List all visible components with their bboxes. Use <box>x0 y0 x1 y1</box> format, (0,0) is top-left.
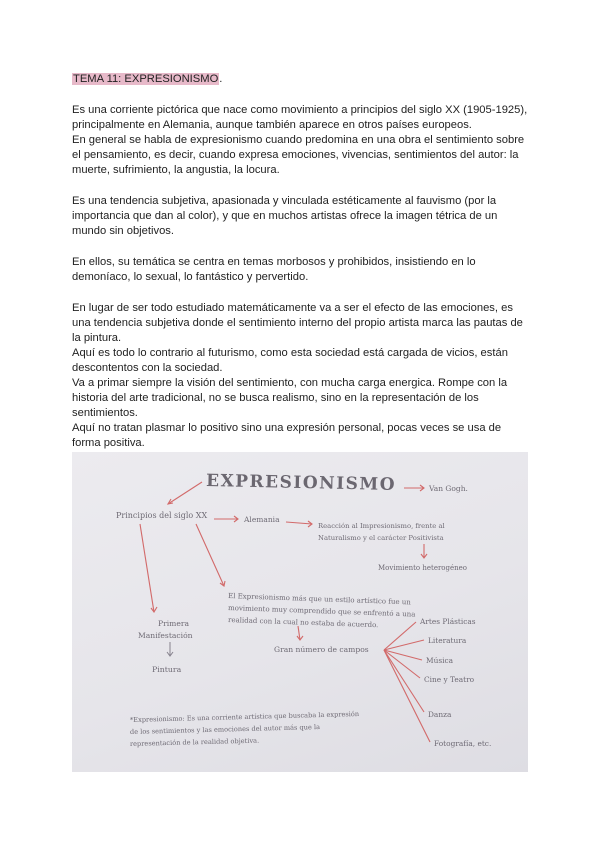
paragraph: Es una corriente pictórica que nace como movimiento a principios del siglo XX (1905-1925), principalmente en Alemania, aunque también aparece en otros países europeos. <box>72 104 528 131</box>
paragraph: Aquí no tratan plasmar lo positivo sino una expresión personal, pocas veces se usa de forma positiva. <box>72 422 502 449</box>
campo-item: Música <box>426 656 454 665</box>
alemania-label: Alemania <box>244 515 280 524</box>
campo-item: Danza <box>428 710 452 719</box>
primera-line-1: Primera <box>158 619 190 628</box>
primera-line-2: Manifestación <box>138 631 193 640</box>
arrow-principios-primera <box>140 524 154 612</box>
movimiento-label: Movimiento heterogéneo <box>378 564 468 572</box>
nota-line-3: representación de la realidad objetiva. <box>129 736 260 748</box>
estilo-line-1: El Expresionismo más que un estilo artístico fue un <box>227 592 411 607</box>
section-title <box>72 72 532 87</box>
paragraph: En lugar de ser todo estudiado matemáticamente va a ser el efecto de las emociones, es una tendencia subjetiva donde el sentimiento interno del propio artista marca las pautas de la pintura. <box>72 302 523 344</box>
concept-map <box>72 452 528 772</box>
arrow-title-principios <box>168 482 202 504</box>
nota-line-1: *Expresionismo: Es una corriente artística que buscaba la expresión <box>129 710 360 724</box>
paragraph: Va a primar siempre la visión del sentimiento, con mucha carga energica. Rompe con la historia del arte tradicional, no se busca realismo, sino en la representación de los sentimientos. <box>72 377 508 419</box>
campo-item: Literatura <box>428 636 467 645</box>
reaccion-line-2: Naturalismo y el carácter Positivista <box>318 534 444 542</box>
campo-item: Fotografía, etc. <box>434 739 492 748</box>
estilo-line-2: movimiento muy comprendido que se enfrentó a una <box>227 604 416 619</box>
nota-line-2: de los sentimientos y las emociones del autor más que la <box>129 723 321 736</box>
text-column <box>72 72 532 467</box>
section-title-suffix: . <box>219 73 223 85</box>
diagram-title: EXPRESIONISMO <box>205 471 397 495</box>
campo-item: Artes Plásticas <box>420 617 476 626</box>
gran-numero-label: Gran número de campos <box>274 645 369 654</box>
reaccion-line-1: Reacción al Impresionismo, frente al <box>318 522 445 530</box>
paragraph: En general se habla de expresionismo cuando predomina en una obra el sentimiento sobre el pensamiento, es decir, cuando expresa emociones, vivencias, sentimientos del autor: la muerte, sufrimiento, la angustia, la locura. <box>72 134 525 176</box>
van-gogh-label: Van Gogh. <box>429 484 468 493</box>
paragraph-group-2 <box>72 194 532 239</box>
pintura-label: Pintura <box>152 665 182 674</box>
paragraph-group-1 <box>72 103 532 178</box>
paragraph: En ellos, su temática se centra en temas morbosos y prohibidos, insistiendo en lo demoníaco, lo sexual, lo fantástico y pervertido. <box>72 256 476 283</box>
paragraph-group-4 <box>72 301 532 451</box>
arrow-principios-estilo <box>196 524 224 586</box>
campo-item: Cine y Teatro <box>424 675 475 684</box>
principios-label: Principios del siglo XX <box>116 511 208 520</box>
paragraph: Es una tendencia subjetiva, apasionada y vinculada estéticamente al fauvismo (por la importancia que dan al color), y que en muchos artistas ofrece la imagen tétrica de un mundo sin objetivos. <box>72 195 498 237</box>
paragraph-group-3 <box>72 255 532 285</box>
diagram-photo <box>72 452 528 772</box>
estilo-line-3: realidad con la cual no estaba de acuerdo. <box>227 616 379 630</box>
arrow-alemania-reaccion <box>286 522 312 524</box>
paragraph: Aquí es todo lo contrario al futurismo, como esta sociedad está cargada de vicios, están descontentos con la sociedad. <box>72 347 508 374</box>
section-title-text: TEMA 11: EXPRESIONISMO <box>73 73 219 85</box>
